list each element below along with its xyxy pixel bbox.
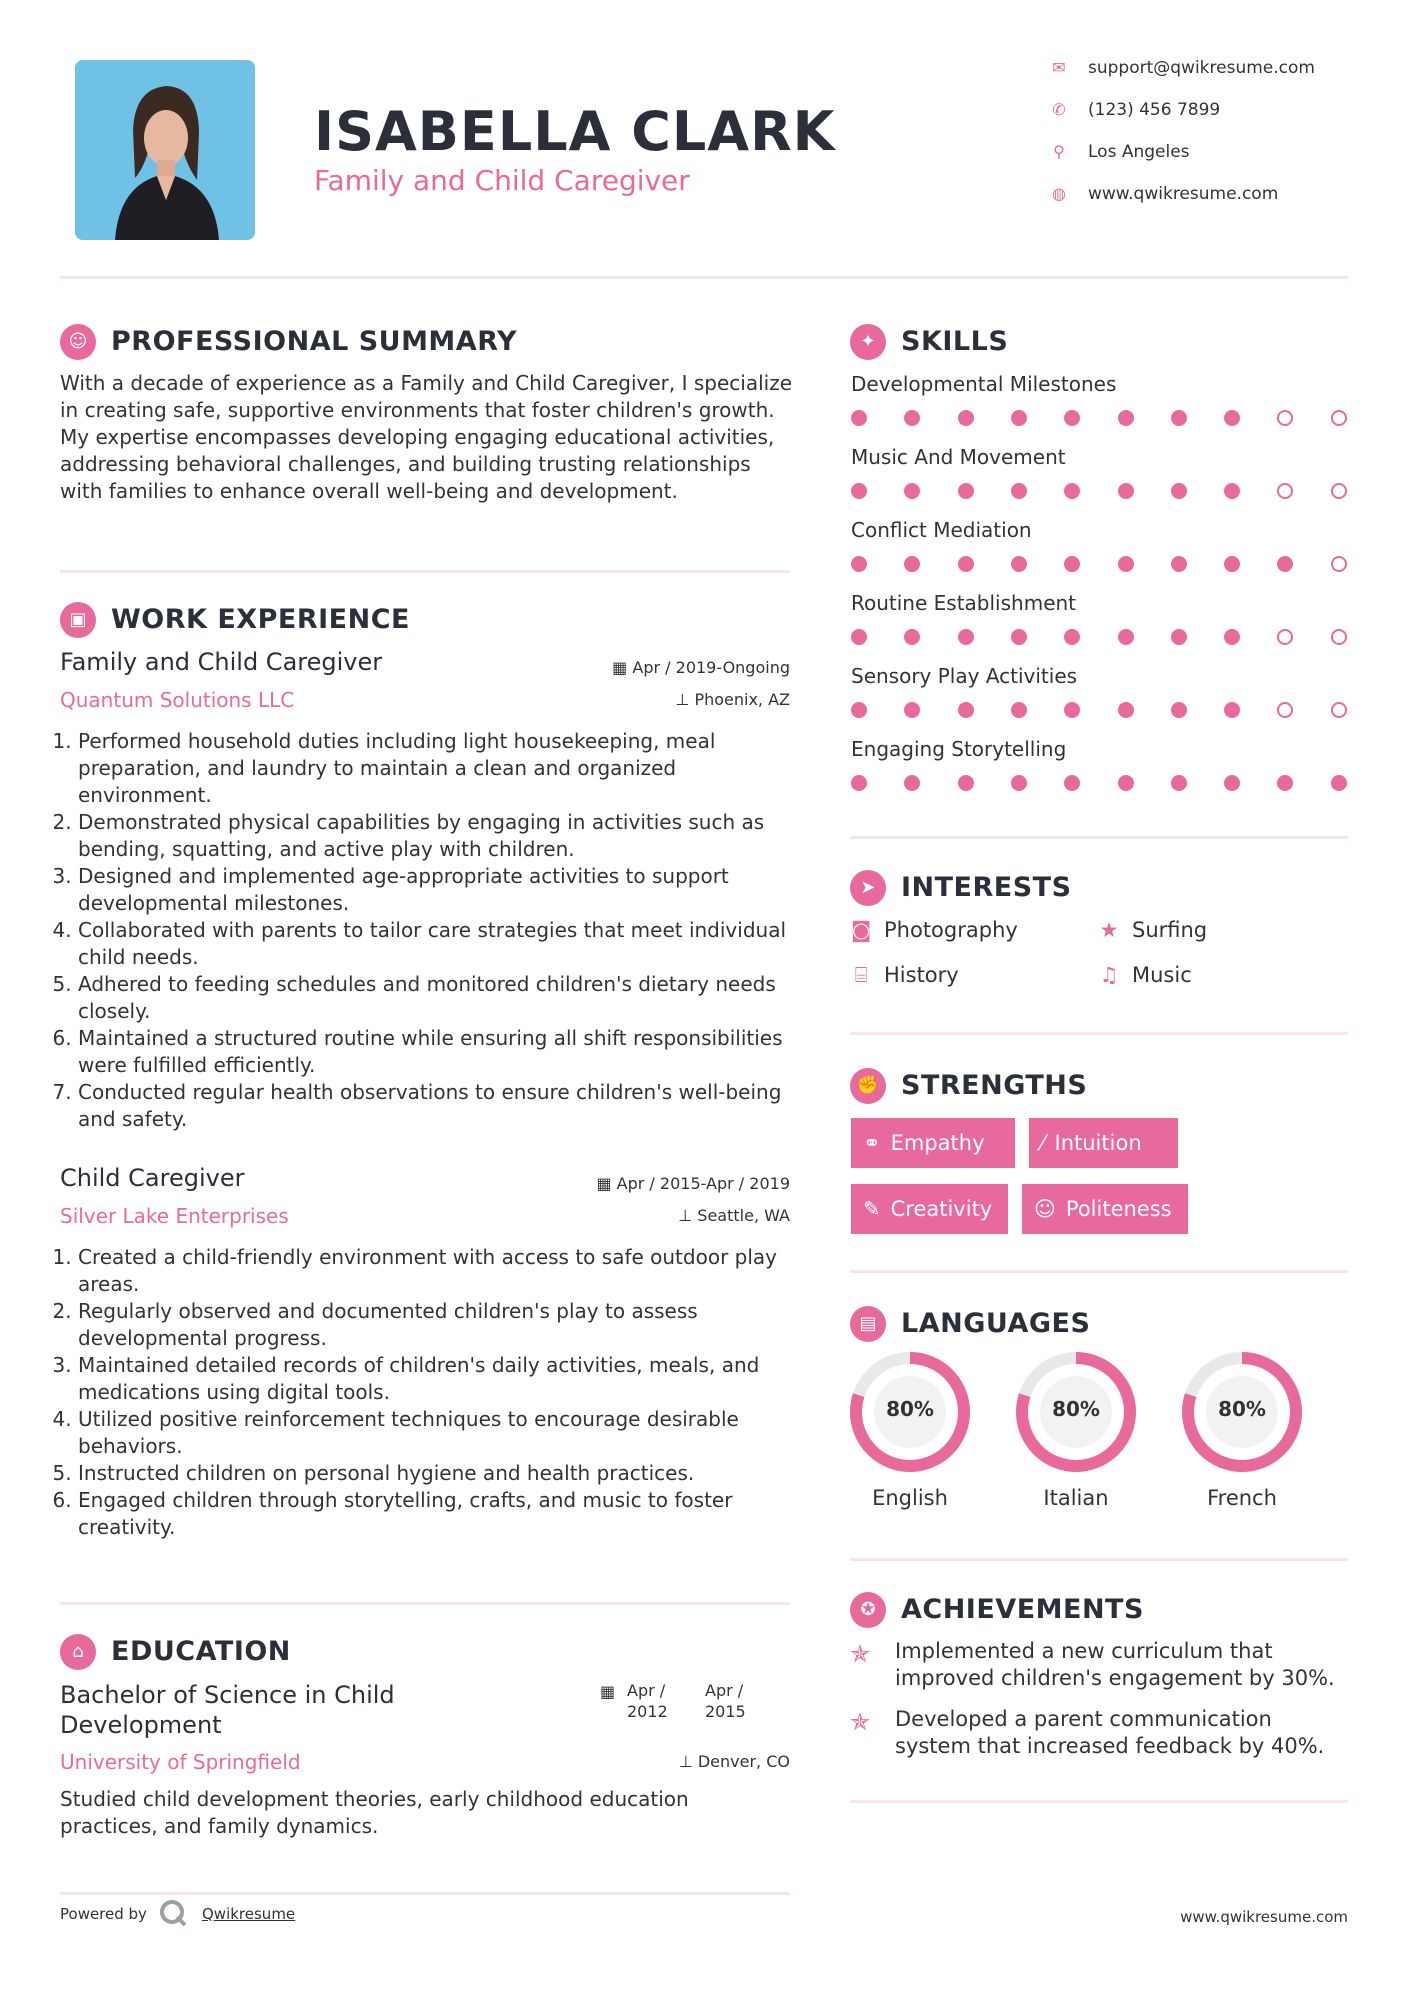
candidate-title: Family and Child Caregiver (314, 164, 690, 197)
footer-website-link[interactable]: www.qwikresume.com (1180, 1908, 1348, 1926)
lightbulb-icon: ✦ (850, 324, 886, 360)
skill-dot (958, 702, 974, 718)
education-start-date: Apr / 2012 (627, 1681, 668, 1721)
candidate-name: ISABELLA CLARK (314, 100, 836, 163)
skill-dot (1064, 629, 1080, 645)
calendar-icon: ▦ (600, 1682, 616, 1701)
skill-dot (1118, 702, 1134, 718)
degree-title: Bachelor of Science in Child Development (60, 1681, 395, 1739)
smile-icon: ☺ (1034, 1197, 1056, 1221)
language-percent: 80% (1052, 1397, 1100, 1421)
interests-heading: INTERESTS (901, 872, 1072, 903)
skill-dot (904, 410, 920, 426)
list-item: 5. Instructed children on personal hygiene and health practices. (78, 1460, 800, 1487)
company-name: Silver Lake Enterprises (60, 1204, 289, 1228)
skill-dot (1171, 702, 1187, 718)
skill-dot (958, 556, 974, 572)
skill-name: Music And Movement (851, 445, 1066, 469)
skill-dot (1277, 410, 1293, 426)
list-item: 6. Maintained a structured routine while ensuring all shift responsibilities were fulfilled efficiently. (78, 1025, 800, 1079)
skill-dot (958, 775, 974, 791)
skill-dot (1224, 775, 1240, 791)
skill-dot (1224, 483, 1240, 499)
star-icon: ✯ (850, 1640, 871, 1668)
skill-dot (1011, 702, 1027, 718)
list-item: 3. Maintained detailed records of children's daily activities, meals, and medications using digital tools. (78, 1352, 800, 1406)
skill-dot (1011, 629, 1027, 645)
list-item: 1. Created a child-friendly environment with access to safe outdoor play areas. (78, 1244, 800, 1298)
interest-item: ⌸ History (848, 963, 959, 988)
location-pin-icon: ⚲ (1053, 142, 1065, 161)
skill-name: Conflict Mediation (851, 518, 1032, 542)
strengths-divider (850, 1270, 1348, 1273)
skill-dot (1011, 775, 1027, 791)
list-item: 6. Engaged children through storytelling, crafts, and music to foster creativity. (78, 1487, 800, 1541)
skill-dot (1331, 556, 1347, 572)
trophy-icon: ✪ (850, 1592, 886, 1628)
summary-divider (60, 570, 790, 573)
skill-dot (1064, 775, 1080, 791)
interests-divider (850, 1032, 1348, 1035)
calendar-icon: ▦ (612, 658, 628, 677)
star-icon: ★ (1099, 918, 1119, 942)
skill-dot (958, 410, 974, 426)
skill-dot (904, 702, 920, 718)
magic-wand-icon: ⁄ (1041, 1131, 1045, 1155)
graduation-icon: ⌂ (60, 1634, 96, 1670)
skill-dot (904, 629, 920, 645)
list-item: 4. Collaborated with parents to tailor care strategies that meet individual child needs. (78, 917, 800, 971)
strengths-heading: STRENGTHS (901, 1070, 1088, 1101)
star-icon: ✯ (850, 1708, 871, 1736)
language-icon: ▤ (850, 1306, 886, 1342)
skill-dot (958, 483, 974, 499)
language-percent: 80% (1218, 1397, 1266, 1421)
music-note-icon: ♫ (1099, 963, 1119, 987)
skill-dot (1011, 483, 1027, 499)
language-ring (1016, 1352, 1136, 1472)
skill-name: Developmental Milestones (851, 372, 1117, 396)
job-title: Child Caregiver (60, 1164, 245, 1192)
camera-icon: ◙ (850, 918, 872, 942)
skill-dot (1331, 775, 1347, 791)
skill-dot (1171, 483, 1187, 499)
skill-dot (1011, 556, 1027, 572)
skill-dot (851, 483, 867, 499)
skill-dot (1064, 410, 1080, 426)
skill-dot (1118, 775, 1134, 791)
strength-tag: ⚭ Empathy (851, 1118, 1015, 1168)
job-duties (58, 728, 800, 1133)
work-heading: WORK EXPERIENCE (111, 604, 410, 635)
phone-icon: ✆ (1052, 100, 1066, 119)
list-item: 1. Performed household duties including light housekeeping, meal preparation, and laundry to maintain a clean and organized environment. (78, 728, 800, 809)
language-ring (850, 1352, 970, 1472)
person-icon: ☺ (60, 324, 96, 360)
fist-icon: ✊ (850, 1068, 886, 1104)
school-name: University of Springfield (60, 1750, 301, 1774)
handshake-icon: ⚭ (863, 1131, 881, 1155)
strength-tag: ✎ Creativity (851, 1184, 1008, 1234)
list-item: 5. Adhered to feeding schedules and monitored children's dietary needs closely. (78, 971, 800, 1025)
job-dates: ▦ Apr / 2015-Apr / 2019 (596, 1174, 790, 1193)
language-percent: 80% (886, 1397, 934, 1421)
skill-dot (1224, 702, 1240, 718)
skill-dot (1064, 483, 1080, 499)
skill-dot (1331, 483, 1347, 499)
achievements-divider (850, 1800, 1348, 1803)
summary-text: With a decade of experience as a Family and Child Caregiver, I specialize in creating safe, supportive environments that foster children's growth. My expertise encompasses developing engaging educational activities, addressing behavioral challenges, and building trusting relationships with families to enhance overall well-being and development. (60, 371, 793, 503)
skill-dot (1277, 556, 1293, 572)
language-ring (1182, 1352, 1302, 1472)
skill-dot (1224, 629, 1240, 645)
skill-dot (1064, 556, 1080, 572)
skill-name: Sensory Play Activities (851, 664, 1078, 688)
job-dates: ▦ Apr / 2019-Ongoing (612, 658, 790, 677)
list-item: 3. Designed and implemented age-appropriate activities to support developmental milestones. (78, 863, 800, 917)
skill-dot (1064, 702, 1080, 718)
skill-dot (1224, 556, 1240, 572)
achievement-item: Implemented a new curriculum that improved children's engagement by 30%. (895, 1639, 1335, 1690)
job-location: ⊥ Phoenix, AZ (675, 690, 790, 709)
museum-icon: ⌸ (854, 963, 868, 987)
skill-dot (851, 629, 867, 645)
skill-name: Routine Establishment (851, 591, 1077, 615)
strength-tag: ⁄ Intuition (1029, 1118, 1178, 1168)
skill-dot (1118, 629, 1134, 645)
skill-dot (1277, 629, 1293, 645)
education-description: Studied child development theories, early childhood education practices, and family dynamics. (60, 1787, 689, 1838)
pushpin-icon: ⊥ (675, 690, 690, 709)
skill-dot (904, 556, 920, 572)
languages-divider (850, 1558, 1348, 1561)
pushpin-icon: ⊥ (678, 1206, 693, 1225)
skill-dot (1277, 702, 1293, 718)
skills-divider (850, 836, 1348, 839)
skill-dot (1011, 410, 1027, 426)
list-item: 2. Regularly observed and documented children's play to assess developmental progress. (78, 1298, 800, 1352)
avatar-icon (75, 60, 255, 240)
skill-dot (851, 556, 867, 572)
achievements-heading: ACHIEVEMENTS (901, 1594, 1144, 1625)
briefcase-icon: ▣ (60, 602, 96, 638)
skill-dot (904, 483, 920, 499)
envelope-icon: ✉ (1052, 58, 1066, 77)
job-title: Family and Child Caregiver (60, 648, 383, 676)
skill-dot (1277, 775, 1293, 791)
calendar-icon: ▦ (596, 1174, 612, 1193)
skill-dot (851, 410, 867, 426)
skill-dot (1331, 410, 1347, 426)
job-location: ⊥ Seattle, WA (678, 1206, 790, 1225)
interest-item: ★ Surfing (1096, 918, 1207, 942)
qwikresume-logo-icon (158, 1898, 188, 1928)
skill-dot (1171, 556, 1187, 572)
skill-dot (1171, 410, 1187, 426)
education-divider (60, 1892, 790, 1895)
skill-dot (1118, 556, 1134, 572)
pushpin-icon: ⊥ (678, 1752, 693, 1771)
powered-by-label: Powered by (60, 1905, 147, 1923)
list-item: 7. Conducted regular health observations to ensure children's well-being and safety. (78, 1079, 800, 1133)
skill-dot (1331, 702, 1347, 718)
header-divider (60, 276, 1348, 279)
skills-heading: SKILLS (901, 326, 1009, 357)
qwikresume-link[interactable]: Qwikresume (202, 1905, 296, 1923)
skill-dot (1171, 775, 1187, 791)
globe-icon: ◍ (1052, 184, 1066, 203)
skill-dot (1118, 483, 1134, 499)
strength-tag: ☺ Politeness (1022, 1184, 1188, 1234)
paper-plane-icon: ➤ (850, 870, 886, 906)
skill-dot (1277, 483, 1293, 499)
job-duties (58, 1244, 800, 1541)
education-heading: EDUCATION (111, 1636, 291, 1667)
profile-photo (75, 60, 255, 240)
skill-dot (851, 775, 867, 791)
language-name: Italian (1043, 1486, 1109, 1510)
work-divider (60, 1602, 790, 1605)
skill-dot (1224, 410, 1240, 426)
interest-item: ◙ Photography (848, 918, 1018, 942)
skill-name: Engaging Storytelling (851, 737, 1067, 761)
company-name: Quantum Solutions LLC (60, 688, 295, 712)
language-name: English (872, 1486, 948, 1510)
language-name: French (1207, 1486, 1277, 1510)
interest-item: ♫ Music (1096, 963, 1192, 987)
achievement-item: Developed a parent communication system that increased feedback by 40%. (895, 1707, 1325, 1758)
education-end-date: Apr / 2015 (705, 1681, 746, 1721)
languages-heading: LANGUAGES (901, 1308, 1091, 1339)
skill-dot (904, 775, 920, 791)
education-location: ⊥ Denver, CO (678, 1752, 790, 1771)
list-item: 2. Demonstrated physical capabilities by engaging in activities such as bending, squatting, and active play with children. (78, 809, 800, 863)
paintbrush-icon: ✎ (863, 1197, 881, 1221)
skill-dot (851, 702, 867, 718)
skill-dot (958, 629, 974, 645)
list-item: 4. Utilized positive reinforcement techniques to encourage desirable behaviors. (78, 1406, 800, 1460)
skill-dot (1331, 629, 1347, 645)
summary-heading: PROFESSIONAL SUMMARY (111, 326, 518, 357)
skill-dot (1171, 629, 1187, 645)
skill-dot (1118, 410, 1134, 426)
